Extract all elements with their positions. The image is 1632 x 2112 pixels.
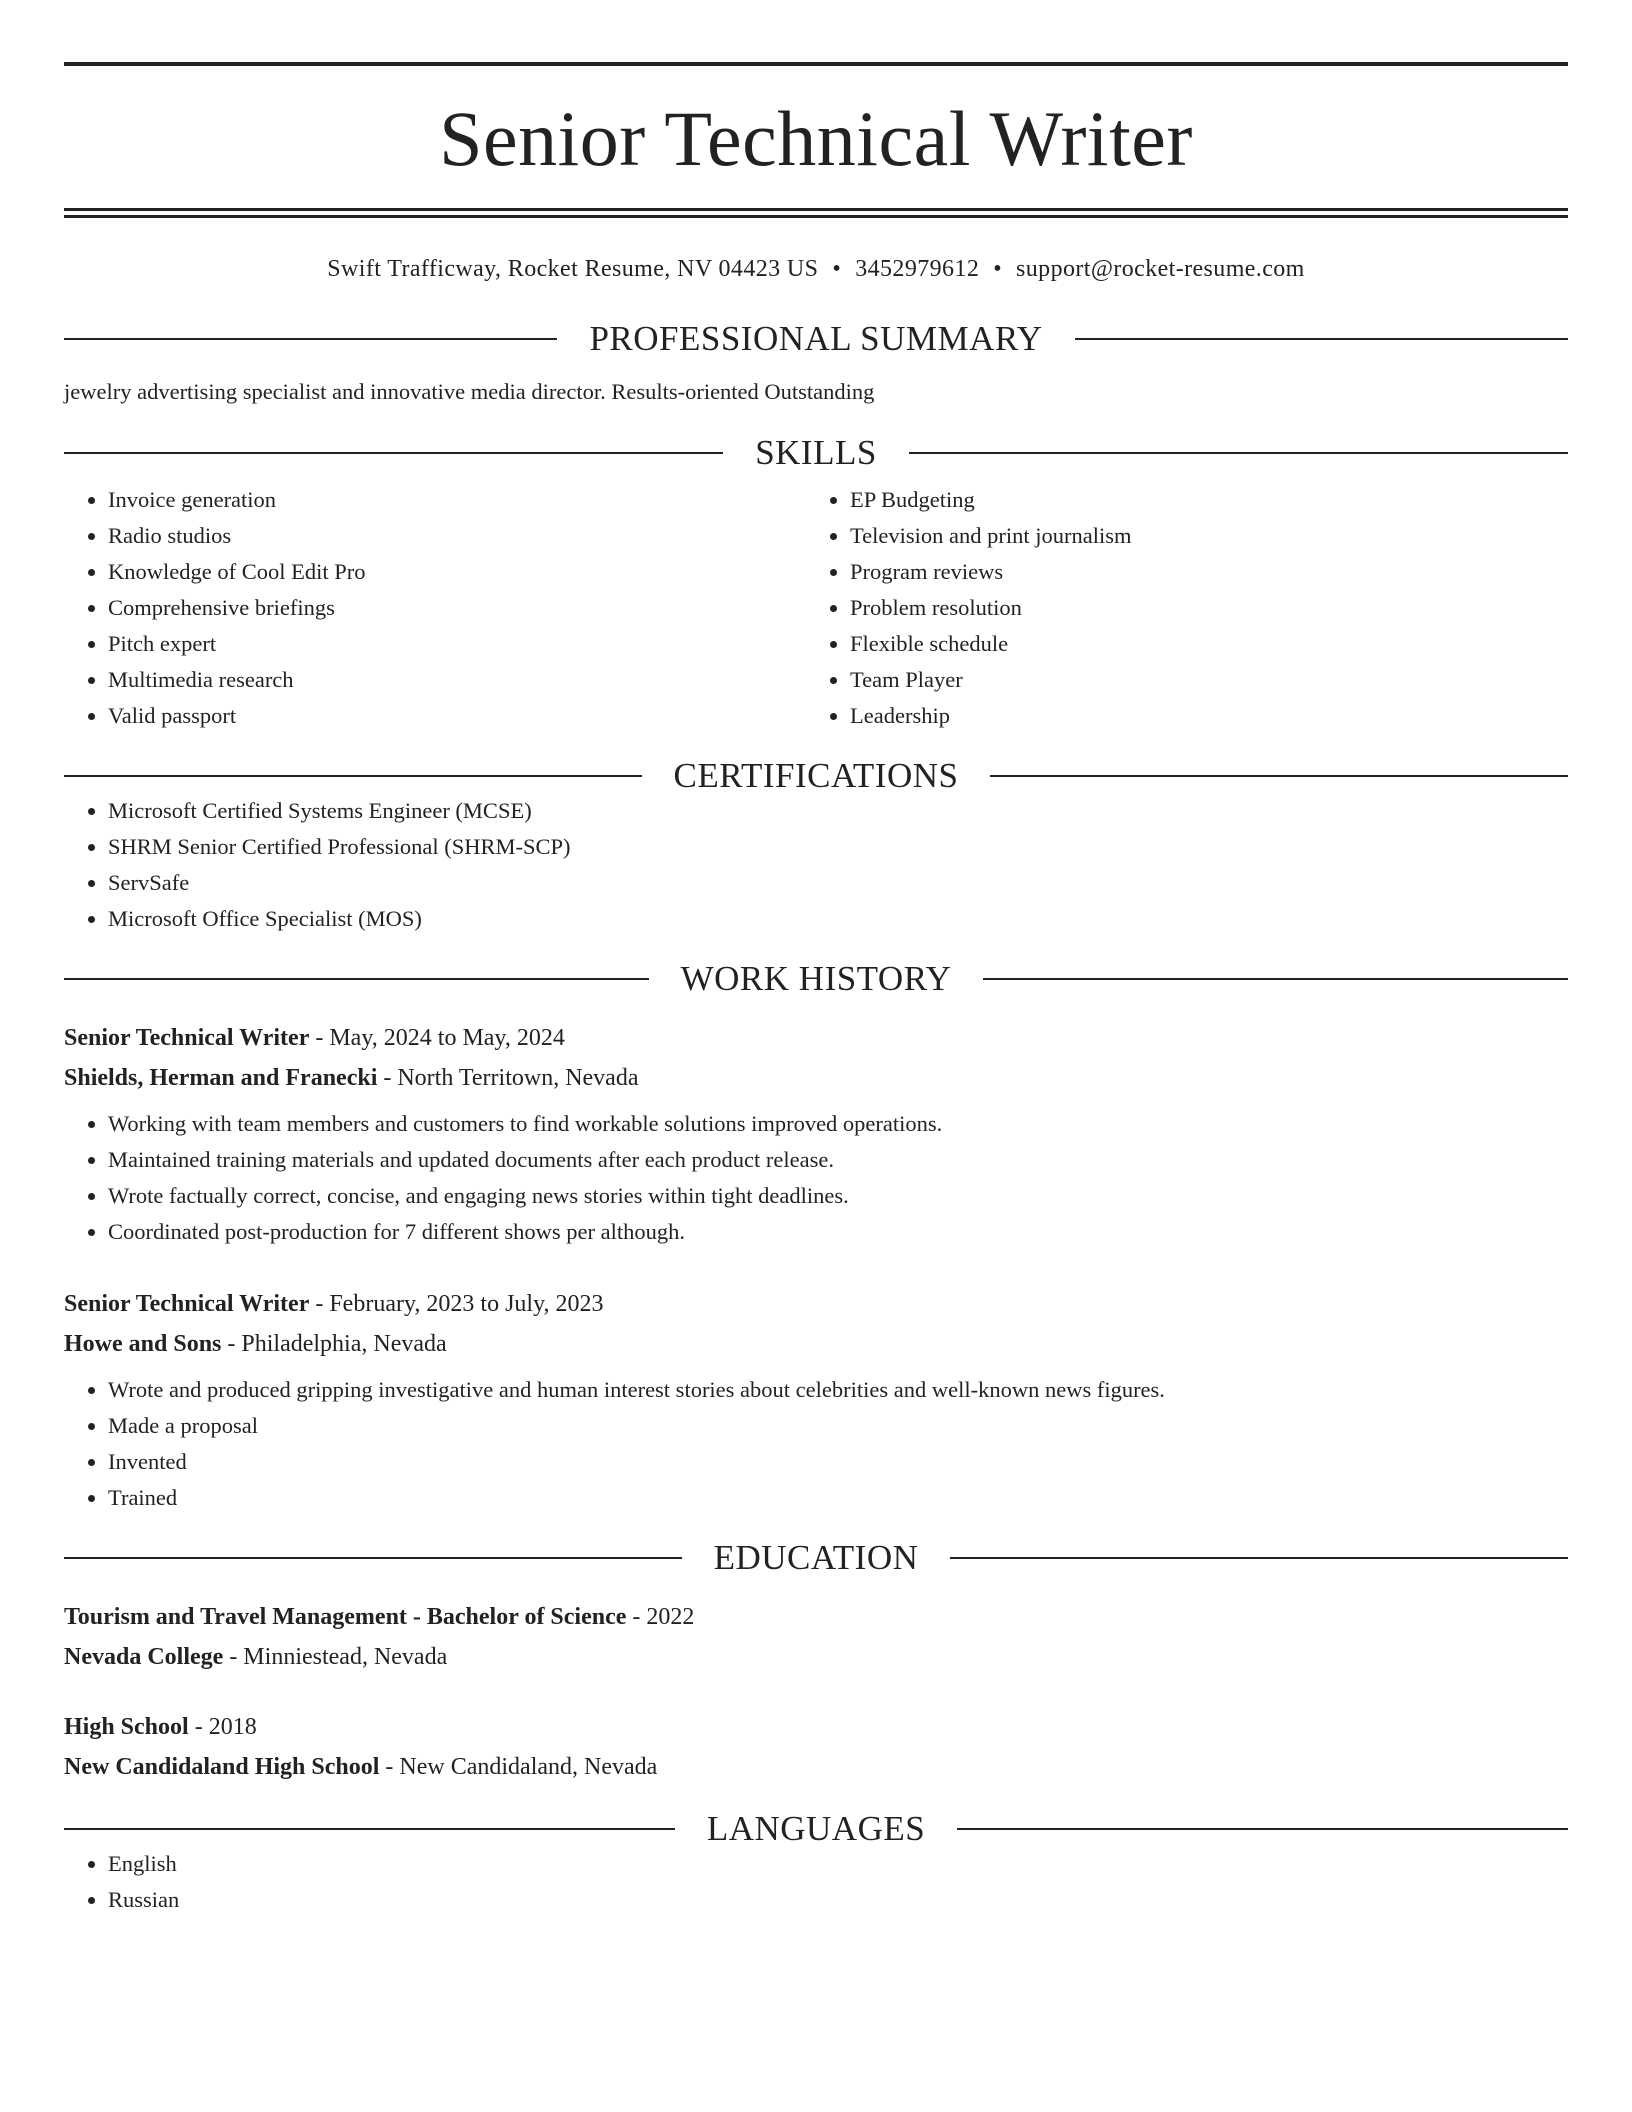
job-title-line xyxy=(64,1018,1568,1058)
list-item: • Knowledge of Cool Edit Pro xyxy=(108,554,806,590)
contact-address: Swift Trafficway, Rocket Resume, NV 04423 US xyxy=(327,256,819,282)
graduation-year: - 2018 xyxy=(188,1714,257,1740)
title-double-rule xyxy=(64,208,1568,218)
list-item: • Program reviews xyxy=(850,554,1548,590)
skills-list xyxy=(64,482,1568,734)
top-rule xyxy=(64,62,1568,66)
job-company-line xyxy=(64,1058,1568,1098)
list-item: • Made a proposal xyxy=(108,1408,1568,1444)
list-item: • Television and print journalism xyxy=(850,518,1548,554)
list-item: • Radio studios xyxy=(108,518,806,554)
resume-title: Senior Technical Writer xyxy=(439,95,1193,182)
list-item: • Wrote and produced gripping investigative and human interest stories about celebrities and well-known news figures. xyxy=(108,1372,1568,1408)
education-entry xyxy=(64,1597,1568,1677)
certifications-heading xyxy=(64,758,1568,793)
section-title: EDUCATION xyxy=(713,1538,919,1577)
divider xyxy=(64,338,557,340)
list-item: • Russian xyxy=(108,1882,1568,1918)
job-location: - North Territown, Nevada xyxy=(377,1065,639,1091)
contact-separator: • xyxy=(832,256,842,282)
school: New Candidaland High School xyxy=(64,1754,380,1780)
divider xyxy=(909,452,1568,454)
job-location: - Philadelphia, Nevada xyxy=(221,1331,447,1357)
degree: Tourism and Travel Management - Bachelor of Science xyxy=(64,1604,627,1630)
list-item: • Invoice generation xyxy=(108,482,806,518)
list-item: • Multimedia research xyxy=(108,662,806,698)
job-dates: - May, 2024 to May, 2024 xyxy=(309,1025,565,1051)
job-entry xyxy=(64,1018,1568,1250)
divider xyxy=(64,452,723,454)
job-dates: - February, 2023 to July, 2023 xyxy=(309,1291,604,1317)
divider xyxy=(950,1557,1568,1559)
job-duties xyxy=(64,1106,1568,1250)
divider xyxy=(1075,338,1568,340)
job-entry xyxy=(64,1284,1568,1516)
section-title: CERTIFICATIONS xyxy=(673,756,959,795)
degree: High School xyxy=(64,1714,189,1740)
list-item: • Microsoft Certified Systems Engineer (MCSE) xyxy=(108,793,1568,829)
list-item: • Pitch expert xyxy=(108,626,806,662)
job-title: Senior Technical Writer xyxy=(64,1291,310,1317)
languages-heading xyxy=(64,1811,1568,1846)
list-item: • Team Player xyxy=(850,662,1548,698)
list-item: • SHRM Senior Certified Professional (SHRM-SCP) xyxy=(108,829,1568,865)
contact-line xyxy=(64,256,1568,283)
divider xyxy=(64,775,642,777)
list-item: • Maintained training materials and updated documents after each product release. xyxy=(108,1142,1568,1178)
list-item: • Microsoft Office Specialist (MOS) xyxy=(108,901,1568,937)
section-title: SKILLS xyxy=(755,433,877,472)
skills-column-left xyxy=(64,482,806,734)
work-history-heading xyxy=(64,961,1568,996)
list-item: • Wrote factually correct, concise, and engaging news stories within tight deadlines. xyxy=(108,1178,1568,1214)
list-item: • Comprehensive briefings xyxy=(108,590,806,626)
list-item: • Invented xyxy=(108,1444,1568,1480)
list-item: • English xyxy=(108,1846,1568,1882)
divider xyxy=(983,978,1568,980)
school: Nevada College xyxy=(64,1644,224,1670)
graduation-year: - 2022 xyxy=(626,1604,695,1630)
summary-text: jewelry advertising specialist and innovative media director. Results-oriented Outstanding xyxy=(64,379,875,404)
school-line xyxy=(64,1637,1568,1677)
divider xyxy=(64,1557,682,1559)
school-location: - New Candidaland, Nevada xyxy=(379,1754,658,1780)
divider xyxy=(64,1828,675,1830)
job-title: Senior Technical Writer xyxy=(64,1025,310,1051)
section-title: LANGUAGES xyxy=(706,1809,926,1848)
job-title-line xyxy=(64,1284,1568,1324)
section-title: PROFESSIONAL SUMMARY xyxy=(589,319,1043,358)
list-item: • Trained xyxy=(108,1480,1568,1516)
section-title: WORK HISTORY xyxy=(680,959,952,998)
degree-line xyxy=(64,1597,1568,1637)
skills-heading xyxy=(64,435,1568,470)
skills-column-right xyxy=(806,482,1548,734)
list-item: • Problem resolution xyxy=(850,590,1548,626)
list-item: • EP Budgeting xyxy=(850,482,1548,518)
contact-email: support@rocket-resume.com xyxy=(1016,256,1305,282)
education-entry xyxy=(64,1707,1568,1787)
summary-heading xyxy=(64,321,1568,356)
divider xyxy=(64,978,649,980)
languages-list xyxy=(64,1846,1568,1918)
contact-phone: 3452979612 xyxy=(855,256,980,282)
list-item: • Coordinated post-production for 7 different shows per although. xyxy=(108,1214,1568,1250)
school-line xyxy=(64,1747,1568,1787)
school-location: - Minniestead, Nevada xyxy=(223,1644,448,1670)
divider xyxy=(957,1828,1568,1830)
job-company: Shields, Herman and Franecki xyxy=(64,1065,378,1091)
list-item: • Leadership xyxy=(850,698,1548,734)
list-item: • Flexible schedule xyxy=(850,626,1548,662)
list-item: • Working with team members and customers to find workable solutions improved operations. xyxy=(108,1106,1568,1142)
list-item: • ServSafe xyxy=(108,865,1568,901)
education-heading xyxy=(64,1540,1568,1575)
job-duties xyxy=(64,1372,1568,1516)
job-company: Howe and Sons xyxy=(64,1331,222,1357)
degree-line xyxy=(64,1707,1568,1747)
certifications-list xyxy=(64,793,1568,937)
job-company-line xyxy=(64,1324,1568,1364)
divider xyxy=(990,775,1568,777)
contact-separator: • xyxy=(993,256,1003,282)
list-item: • Valid passport xyxy=(108,698,806,734)
